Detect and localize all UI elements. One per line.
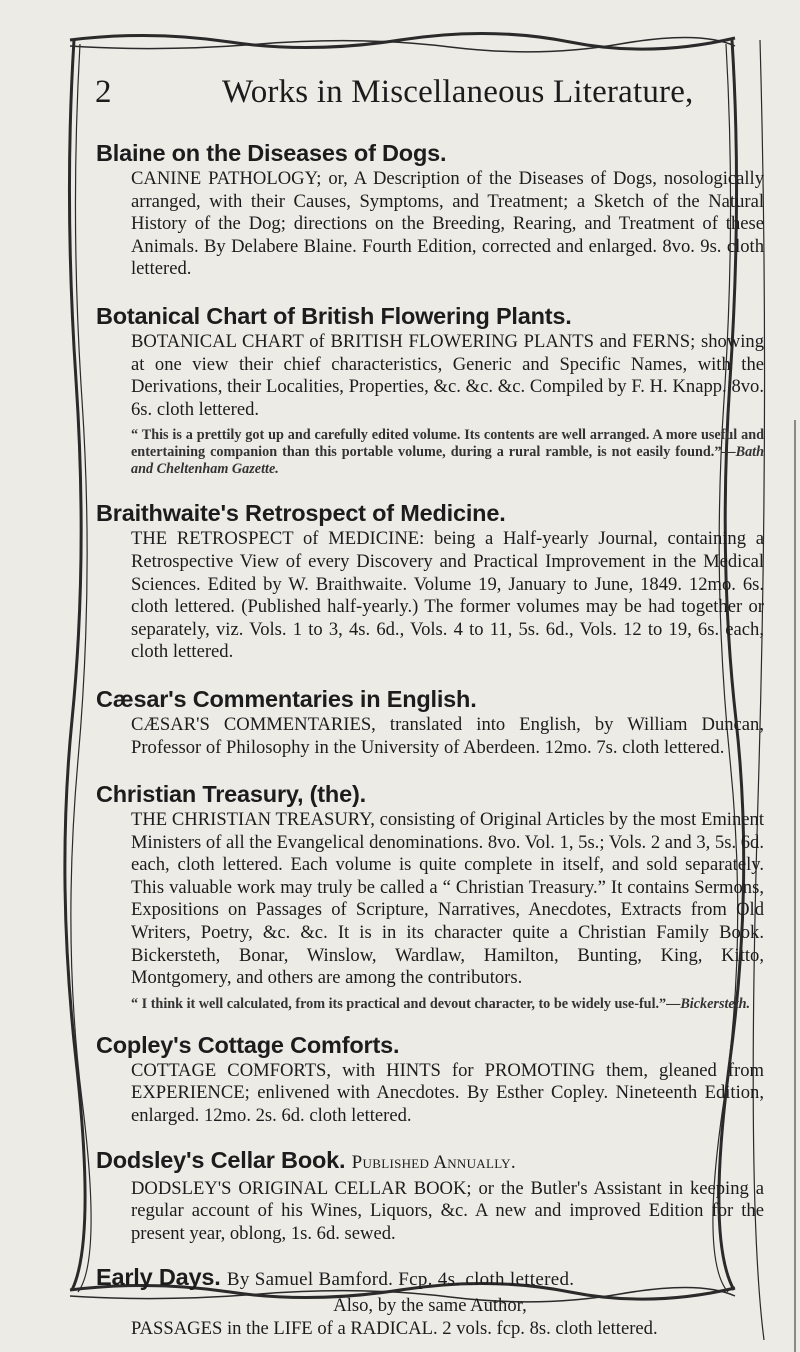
entry-line: THE CHRISTIAN TREASURY, consisting of Original Articles by the bbox=[131, 809, 656, 831]
catalogue-entries bbox=[96, 138, 764, 1341]
page-header bbox=[0, 72, 800, 112]
entry-description bbox=[131, 1060, 764, 1128]
entry-botanical-chart bbox=[96, 301, 764, 478]
entry-copley bbox=[96, 1030, 764, 1128]
entry-line: Winslow, Wardlaw, Hamilton, Bunting, King, Kitto, Montgomery, bbox=[131, 944, 764, 989]
review-quote bbox=[131, 427, 764, 478]
entry-title-text: Early Days. bbox=[96, 1264, 221, 1291]
entry-inline-text: By Samuel Bamford. Fcp. 4s. cloth lettered. bbox=[226, 1269, 575, 1291]
quote-text: “ I think it well calculated, from its practical and devout character, to be widely use-ful.”— bbox=[131, 995, 681, 1012]
entry-line: Vol. 1, 5s.; Vols. 2 and 3, 5s. 6d. each, cloth lettered. Each volume is bbox=[131, 831, 764, 876]
entry-line: Anecdotes, Extracts from Old Writers, Poetry, &c. &c. It is in its bbox=[131, 899, 764, 944]
running-title: Works in Miscellaneous Literature, bbox=[222, 74, 694, 110]
entry-line: This valuable work may truly be called a “ Christian Treasury.” It bbox=[131, 876, 623, 898]
entry-line: in keeping a regular account of his Wines, Liquors, &c. A new and bbox=[131, 1177, 764, 1222]
entry-title: Blaine on the Diseases of Dogs. bbox=[96, 140, 447, 166]
entry-line: containing a Retrospective View of every Discovery and Practical bbox=[131, 528, 764, 572]
passages-entry: PASSAGES in the LIFE of a RADICAL. 2 vols. fcp. 8s. cloth lettered. bbox=[131, 1318, 658, 1340]
entry-line: Nineteenth Edition, enlarged. 12mo. 2s. 6d. cloth lettered. bbox=[131, 1082, 764, 1127]
quote-source: Bath and Cheltenham Gazette. bbox=[131, 444, 764, 478]
entry-title: Botanical Chart of British Flowering Plants. bbox=[96, 302, 572, 329]
also-note: Also, by the same Author, bbox=[333, 1295, 527, 1317]
entry-description bbox=[131, 809, 764, 990]
entry-description bbox=[131, 1178, 764, 1246]
entry-title bbox=[96, 1262, 764, 1295]
entry-line: Specific Names, with the Derivations, their Localities, Properties, &c. bbox=[131, 353, 764, 398]
entry-line: separately, viz. Vols. 1 to 3, 4s. 6d., Vols. 4 to 11, 5s. 6d., Vols. 12 to bbox=[131, 618, 663, 640]
quote-source: Bickersteth. bbox=[680, 995, 751, 1012]
entry-line: FERNS; showing at one view their chief characteristics, Generic and bbox=[131, 330, 764, 375]
entry-line: Breeding, Rearing, and Treatment of these Animals. By Delabere bbox=[131, 213, 764, 257]
entry-line: Sketch of the Natural History of the Dog; directions on the bbox=[131, 190, 764, 235]
entry-title-text: Dodsley's Cellar Book. bbox=[96, 1146, 346, 1173]
entry-line: Duncan, Professor of Philosophy in the University of Aberdeen. 12mo. bbox=[131, 713, 765, 758]
page-number: 2 bbox=[95, 74, 112, 110]
entry-line: Blaine. Fourth Edition, corrected and enlarged. 8vo. 9s. cloth lettered. bbox=[131, 235, 765, 280]
entry-title: Christian Treasury, (the). bbox=[96, 781, 366, 808]
entry-title bbox=[96, 1145, 764, 1178]
entry-caesar bbox=[96, 684, 764, 759]
entry-line: most Eminent Ministers of all the Evangelical denominations. 8vo. bbox=[131, 809, 764, 853]
entry-line: quite complete in itself, and sold separately. bbox=[419, 854, 764, 876]
entry-blaine bbox=[96, 138, 764, 281]
entry-description bbox=[131, 528, 764, 664]
entry-line: and others are among the contributors. bbox=[236, 967, 523, 989]
entry-line: Improvement in the Medical Sciences. Edited by W. Braithwaite. bbox=[131, 550, 764, 595]
entry-christian-treasury bbox=[96, 779, 764, 1013]
entry-line: 19, 6s. each, cloth lettered. bbox=[131, 618, 764, 663]
entry-tagline: Published Annually. bbox=[351, 1151, 516, 1173]
entry-line: (Published half-yearly.) The former volumes may be had together or bbox=[241, 596, 764, 618]
entry-line: Volume 19, January to June, 1849. 12mo. 6s. cloth lettered. bbox=[131, 573, 765, 618]
entry-title: Copley's Cottage Comforts. bbox=[96, 1031, 400, 1058]
entry-dodsley bbox=[96, 1145, 764, 1246]
entry-line: contains Sermons, Expositions on Passages of Scripture, Narratives, bbox=[131, 876, 764, 921]
entry-line: BOTANICAL CHART of BRITISH FLOWERING PLANTS and bbox=[131, 330, 627, 352]
quote-text: “ This is a prettily got up and carefully edited volume. Its contents are well arranged. A more useful and entertaining companion than this portable volume, during a rural ramble, is not easily found.”— bbox=[131, 427, 764, 461]
entry-line: character quite a Christian Family Book. Bickersteth, Bonar, bbox=[131, 922, 765, 966]
entry-title: Cæsar's Commentaries in English. bbox=[96, 685, 477, 712]
entry-line: improved Edition for the present year, oblong, 1s. 6d. sewed. bbox=[131, 1200, 764, 1244]
entry-line: from EXPERIENCE; enlivened with Anecdotes. By Esther Copley. bbox=[131, 1059, 765, 1104]
entry-braithwaite bbox=[96, 498, 764, 664]
entry-line: 7s. cloth lettered. bbox=[596, 736, 725, 758]
entry-line: CANINE PATHOLOGY; or, A Description of the Diseases of Dogs, bbox=[131, 168, 657, 189]
entry-line: nosologically arranged, with their Causes, Symptoms, and Treatment; a bbox=[131, 168, 765, 212]
entry-title: Braithwaite's Retrospect of Medicine. bbox=[96, 500, 506, 527]
entry-description bbox=[131, 714, 764, 759]
entry-line: THE RETROSPECT of MEDICINE: being a Half-yearly Journal, bbox=[131, 528, 658, 550]
entry-description bbox=[131, 168, 764, 281]
entry-description bbox=[131, 331, 764, 421]
review-quote bbox=[131, 996, 764, 1013]
entry-line: &c. &c. Compiled by F. H. Knapp. 8vo. 6s. cloth lettered. bbox=[131, 376, 764, 420]
entry-line: DODSLEY'S ORIGINAL CELLAR BOOK; or the Butler's Assistant bbox=[131, 1177, 662, 1199]
entry-line: COTTAGE COMFORTS, with HINTS for PROMOTING them, gleaned bbox=[131, 1059, 717, 1081]
entry-line: CÆSAR'S COMMENTARIES, translated into English, by William bbox=[131, 713, 688, 735]
entry-early-days bbox=[96, 1262, 764, 1341]
